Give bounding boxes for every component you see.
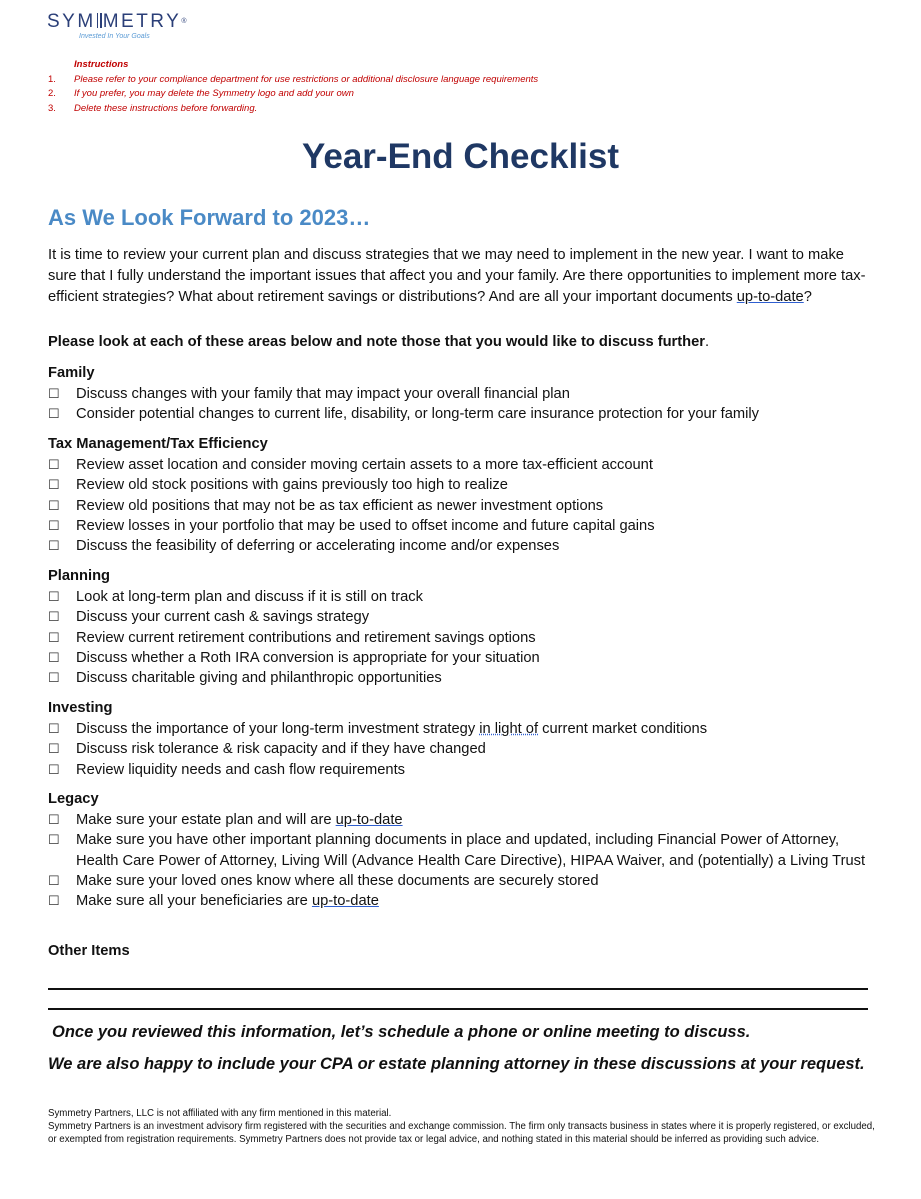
checkbox-icon[interactable]: ☐ bbox=[48, 538, 60, 554]
disclaimer-line: Symmetry Partners, LLC is not affiliated with any firm mentioned in this material. bbox=[48, 1108, 392, 1119]
instruction-item: 3. Delete these instructions before forwarding. bbox=[48, 102, 258, 114]
checkbox-icon[interactable]: ☐ bbox=[48, 406, 60, 422]
section-tax bbox=[48, 434, 878, 556]
section-planning bbox=[48, 566, 878, 688]
checkbox-icon[interactable]: ☐ bbox=[48, 872, 60, 888]
logo-tagline: Invested In Your Goals bbox=[79, 33, 150, 40]
section-heading: Planning bbox=[48, 568, 111, 584]
checklist-item[interactable]: ☐ Review losses in your portfolio that may be used to offset income and future capital gains bbox=[48, 516, 878, 536]
instruction-item: 1. Please refer to your compliance department for use restrictions or additional disclosure language requirements bbox=[48, 73, 539, 85]
symmetry-logo bbox=[47, 12, 187, 41]
section-legacy bbox=[48, 789, 878, 911]
section-heading: Investing bbox=[48, 700, 113, 716]
checklist-item[interactable]: ☐ Discuss risk tolerance & risk capacity and if they have changed bbox=[48, 739, 878, 759]
write-in-line[interactable] bbox=[48, 988, 868, 990]
checkbox-icon[interactable]: ☐ bbox=[48, 670, 60, 686]
checkbox-icon[interactable]: ☐ bbox=[48, 893, 60, 909]
page-title: Year-End Checklist bbox=[301, 137, 620, 176]
checkbox-icon[interactable]: ☐ bbox=[48, 477, 60, 493]
checklist-item[interactable]: ☐ Review old stock positions with gains previously too high to realize bbox=[48, 475, 878, 495]
checkbox-icon[interactable]: ☐ bbox=[48, 517, 60, 533]
checklist-item[interactable]: ☐ Discuss the feasibility of deferring or accelerating income and/or expenses bbox=[48, 536, 878, 556]
write-in-line[interactable] bbox=[48, 1008, 868, 1010]
intro-paragraph: It is time to review your current plan and discuss strategies that we may need to implement in the new year. I want to make sure that I fully understand the important issues that affect you and your family. Are there opportunities to implement more tax-efficient strategies? What about retirement savings or distributions? And are all your important documents up-to-date? bbox=[48, 247, 866, 305]
checklist-item[interactable]: ☐ Make sure your estate plan and will are up-to-date bbox=[48, 810, 878, 830]
checkbox-icon[interactable]: ☐ bbox=[48, 457, 60, 472]
checklist-item[interactable]: ☐ Review asset location and consider moving certain assets to a more tax-efficient account bbox=[48, 455, 878, 475]
other-items-heading: Other Items bbox=[48, 943, 130, 959]
checklist-item[interactable]: ☐ Make sure all your beneficiaries are up-to-date bbox=[48, 891, 878, 911]
closing-line: We are also happy to include your CPA or estate planning attorney in these discussions at your request. bbox=[48, 1055, 865, 1073]
spell-flag-up-to-date: up-to-date bbox=[311, 893, 379, 910]
footer-disclaimer bbox=[48, 1107, 878, 1146]
discuss-prompt: Please look at each of these areas below and note those that you would like to discuss further. bbox=[48, 334, 710, 350]
section-heading: Family bbox=[48, 365, 95, 381]
section-family bbox=[48, 363, 878, 425]
checkbox-icon[interactable]: ☐ bbox=[48, 832, 60, 848]
page-subtitle: As We Look Forward to 2023… bbox=[48, 205, 371, 230]
section-heading: Tax Management/Tax Efficiency bbox=[48, 436, 268, 452]
disclaimer-line: Symmetry Partners is an investment advisory firm registered with the securities and exchange commission. The firm only transacts business in states where it is properly registered, or excluded, or exempted from registration requirements. Symmetry Partners does not provide tax or legal advice, and nothing stated in this material should be inferred as providing such advice. bbox=[48, 1121, 875, 1145]
checklist-item[interactable]: ☐ Consider potential changes to current life, disability, or long-term care insurance protection for your family bbox=[48, 404, 878, 424]
checkbox-icon[interactable]: ☐ bbox=[48, 497, 60, 513]
checkbox-icon[interactable]: ☐ bbox=[48, 761, 60, 777]
checkbox-icon[interactable]: ☐ bbox=[48, 386, 60, 401]
spell-flag-up-to-date: up-to-date bbox=[736, 289, 804, 305]
checkbox-icon[interactable]: ☐ bbox=[48, 812, 60, 827]
checkbox-icon[interactable]: ☐ bbox=[48, 721, 60, 736]
closing-line: Once you reviewed this information, let’s schedule a phone or online meeting to discuss. bbox=[52, 1023, 751, 1041]
checkbox-icon[interactable]: ☐ bbox=[48, 589, 60, 604]
checklist-item[interactable]: ☐ Discuss the importance of your long-term investment strategy in light of current market conditions bbox=[48, 719, 878, 739]
section-heading: Legacy bbox=[48, 791, 99, 807]
checklist-item[interactable]: ☐ Review liquidity needs and cash flow requirements bbox=[48, 760, 878, 780]
instructions-block bbox=[48, 58, 538, 116]
checklist-item[interactable]: ☐ Make sure your loved ones know where all these documents are securely stored bbox=[48, 871, 878, 891]
checklist-item[interactable]: ☐ Look at long-term plan and discuss if it is still on track bbox=[48, 587, 878, 607]
checkbox-icon[interactable]: ☐ bbox=[48, 649, 60, 665]
checkbox-icon[interactable]: ☐ bbox=[48, 629, 60, 645]
checklist-item[interactable]: ☐ Discuss charitable giving and philanthropic opportunities bbox=[48, 668, 878, 688]
checklist-item[interactable]: ☐ Discuss changes with your family that may impact your overall financial plan bbox=[48, 384, 878, 404]
spell-flag-up-to-date: up-to-date bbox=[335, 812, 403, 828]
checklist-item[interactable]: ☐ Review current retirement contributions and retirement savings options bbox=[48, 628, 878, 648]
checklist-item[interactable]: ☐ Discuss your current cash & savings strategy bbox=[48, 607, 878, 627]
checklist-item[interactable]: ☐ Discuss whether a Roth IRA conversion is appropriate for your situation bbox=[48, 648, 878, 668]
checklist-item[interactable]: ☐ Review old positions that may not be as tax efficient as newer investment options bbox=[48, 496, 878, 516]
section-investing bbox=[48, 698, 878, 780]
logo-wordmark: SYM METRY® bbox=[47, 11, 187, 32]
checkbox-icon[interactable]: ☐ bbox=[48, 741, 60, 757]
grammar-flag: in light of bbox=[479, 721, 539, 737]
checkbox-icon[interactable]: ☐ bbox=[48, 609, 60, 625]
instruction-item: 2. If you prefer, you may delete the Symmetry logo and add your own bbox=[48, 88, 354, 99]
checklist-item[interactable]: ☐ Make sure you have other important planning documents in place and updated, including Financial Power of Attorney, Health Care Power of Attorney, Living Will (Advance Health Care Directive), HIPAA Waiver, and (potentially) a Living Trust bbox=[48, 830, 878, 871]
instructions-title: Instructions bbox=[74, 59, 129, 70]
